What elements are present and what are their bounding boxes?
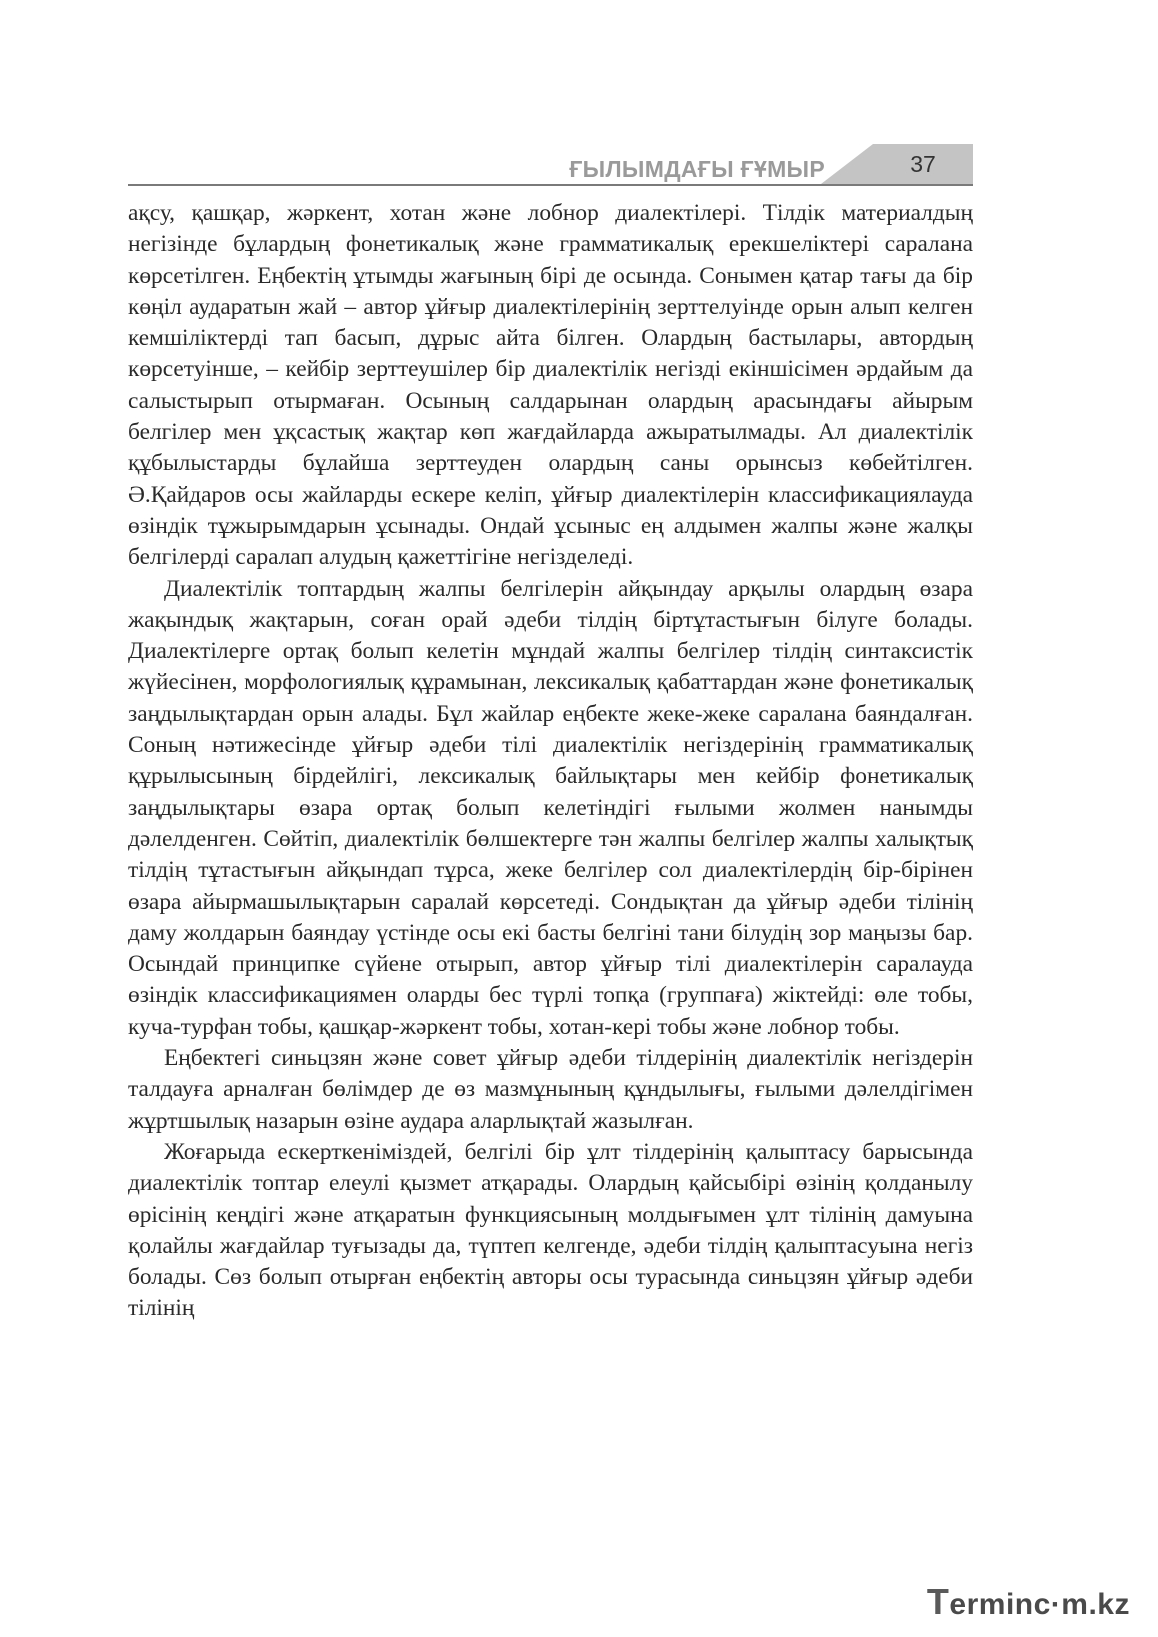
running-title: ҒЫЛЫМДАҒЫ ҒҰМЫР [569,156,825,182]
page-number: 37 [873,144,973,184]
body-text [128,198,973,1325]
watermark-rest: erminc·m.kz [949,1588,1130,1621]
header-decorative-wedge [821,144,873,184]
watermark-first-letter: T [926,1581,950,1622]
paragraph-4: Жоғарыда ескерткеніміздей, белгілі бір ұлт тілдерінің қалыптасу барысында диалектілік топтар елеулі қызмет атқарады. Олардың қайсыбірі өзінің қолданылу өрісінің кеңдігі және атқаратын функциясының молдығымен ұлт тілінің дамуына қолайлы жағдайлар туғызады да, түптеп келгенде, әдеби тілдің қалыптасуына негіз болады. Сөз болып отырған еңбектің авторы осы турасында синьцзян ұйғыр әдеби тілінің [128,1138,973,1322]
running-header [128,138,973,186]
paragraph-1: ақсу, қашқар, жәркент, хотан және лобнор диалектілері. Тілдік материалдың негізінде бұлардың фонетикалық және грамматикалық ерекшеліктері саралана көрсетілген. Еңбектің ұтымды жағының бірі де осында. Сонымен қатар тағы да бір көңіл аударатын жай – автор ұйғыр диалектілерінің зерттелуінде орын алып келген кемшіліктерді тап басып, дұрыс айта білген. Олардың бастылары, автордың көрсетуінше, – кейбір зерттеушілер бір диалектілік негізді екіншісімен әрдайым да салыстырып отырмаған. Осының салдарынан олардың арасындағы айырым белгілер мен ұқсастық жақтар көп жағдайларда ажыратылмады. Ал диалектілік құбылыстарды бұлайша зерттеуден олардың саны орынсыз көбейтілген. Ә.Қайдаров осы жайларды ескере келіп, ұйғыр диалектілерін классификациялауда өзіндік тұжырымдарын ұсынады. Ондай ұсыныс ең алдымен жалпы және жалқы белгілерді саралап алудың қажеттігіне негізделеді. [128,200,973,571]
paragraph-2: Диалектілік топтардың жалпы белгілерін айқындау арқылы олардың өзара жақындық жақтарын, соған орай әдеби тілдің біртұтастығын білуге болады. Диалектілерге ортақ болып келетін мұндай жалпы белгілер тілдің синтаксистік жүйесінен, морфологиялық құрамынан, лексикалық қабаттардан және фонетикалық заңдылықтардан орын алады. Бұл жайлар еңбекте жеке-жеке саралана баяндалған. Соның нәтижесінде ұйғыр әдеби тілі диалектілік негіздерінің грамматикалық құрылысының бірдейлігі, лексикалық байлықтары мен кейбір фонетикалық заңдылықтары өзара ортақ болып келетіндігі ғылыми жолмен нанымды дәлелденген. Сөйтіп, диалектілік бөлшектерге тән жалпы белгілер жалпы халықтық тілдің тұтастығын айқындап тұрса, жеке белгілер сол диалектілердің бір-бірінен өзара айырмашылықтарын саралай көрсетеді. Сондықтан да ұйғыр әдеби тілінің даму жолдарын баяндау үстінде осы екі басты белгіні тани білудің зор маңызы бар. Осындай принципке сүйене отырып, автор ұйғыр тілі диалектілерін саралауда өзіндік классификациямен оларды бес түрлі топқа (группаға) жіктейді: өле тобы, куча-турфан тобы, қашқар-жәркент тобы, хотан-кері тобы және лобнор тобы. [128,575,973,1040]
termincom-watermark-logo [927,1581,1130,1623]
paragraph-3: Еңбектегі синьцзян және совет ұйғыр әдеби тілдерінің диалектілік негіздерін талдауға арналған бөлімдер де өз мазмұнының құндылығы, ғылыми дәлелдігімен жұртшылық назарын өзіне аудара аларлықтай жазылған. [128,1045,973,1134]
header-rule [128,184,973,186]
